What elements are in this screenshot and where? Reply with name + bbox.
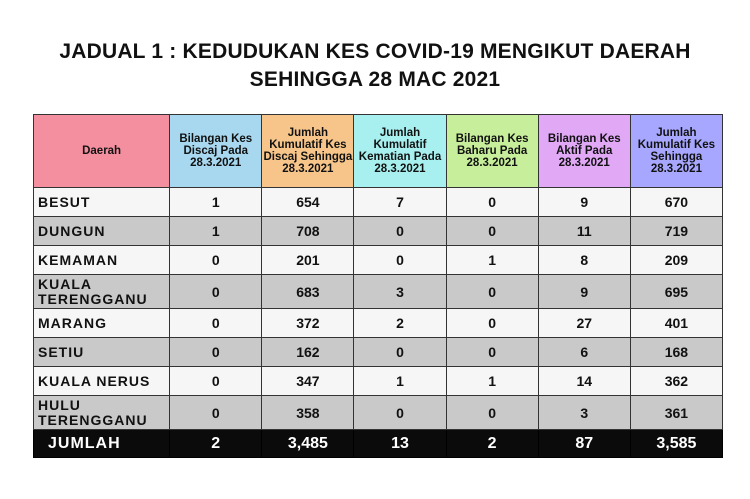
table-cell: 6 (538, 338, 630, 367)
table-row (34, 246, 723, 275)
table-cell: 0 (446, 338, 538, 367)
district-name: KEMAMAN (34, 246, 170, 275)
total-cell: 13 (354, 430, 446, 458)
header-discaj-pada: Bilangan Kes Discaj Pada 28.3.2021 (170, 115, 262, 188)
table-row (34, 309, 723, 338)
table-cell: 654 (262, 188, 354, 217)
table-cell: 1 (170, 217, 262, 246)
table-cell: 361 (630, 396, 722, 430)
district-name: MARANG (34, 309, 170, 338)
total-cell: 2 (170, 430, 262, 458)
table-cell: 201 (262, 246, 354, 275)
table-cell: 695 (630, 275, 722, 309)
table-cell: 0 (354, 338, 446, 367)
table-cell: 8 (538, 246, 630, 275)
total-row (34, 430, 723, 458)
header-kumulatif-kematian: Jumlah Kumulatif Kematian Pada 28.3.2021 (354, 115, 446, 188)
table-cell: 362 (630, 367, 722, 396)
district-name: KUALA NERUS (34, 367, 170, 396)
table-cell: 27 (538, 309, 630, 338)
table-cell: 1 (446, 367, 538, 396)
district-name: HULU TERENGGANU (34, 396, 170, 430)
table-cell: 1 (170, 188, 262, 217)
table-cell: 670 (630, 188, 722, 217)
table-cell: 0 (170, 367, 262, 396)
table-cell: 0 (446, 309, 538, 338)
table-cell: 1 (354, 367, 446, 396)
table-cell: 0 (170, 275, 262, 309)
header-kumulatif-kes: Jumlah Kumulatif Kes Sehingga 28.3.2021 (630, 115, 722, 188)
table-row (34, 188, 723, 217)
table-row (34, 275, 723, 309)
header-daerah: Daerah (34, 115, 170, 188)
table-cell: 347 (262, 367, 354, 396)
table-cell: 209 (630, 246, 722, 275)
table-cell: 168 (630, 338, 722, 367)
header-row (34, 115, 723, 188)
table-cell: 2 (354, 309, 446, 338)
table-cell: 683 (262, 275, 354, 309)
table-cell: 0 (354, 217, 446, 246)
total-label: JUMLAH (34, 430, 170, 458)
table-cell: 0 (354, 396, 446, 430)
table-row (34, 338, 723, 367)
table-cell: 14 (538, 367, 630, 396)
table-title: JADUAL 1 : KEDUDUKAN KES COVID-19 MENGIKUT DAERAH (59, 40, 691, 63)
table-row (34, 367, 723, 396)
table-cell: 0 (446, 188, 538, 217)
table-cell: 1 (446, 246, 538, 275)
table-cell: 0 (170, 338, 262, 367)
table-cell: 9 (538, 188, 630, 217)
covid-district-table (33, 114, 723, 458)
district-name: BESUT (34, 188, 170, 217)
table-cell: 7 (354, 188, 446, 217)
total-cell: 87 (538, 430, 630, 458)
table-cell: 3 (354, 275, 446, 309)
table-cell: 358 (262, 396, 354, 430)
table-row (34, 217, 723, 246)
table-cell: 0 (170, 396, 262, 430)
table-subtitle: SEHINGGA 28 MAC 2021 (249, 68, 501, 91)
table-cell: 372 (262, 309, 354, 338)
table-cell: 3 (538, 396, 630, 430)
table-cell: 401 (630, 309, 722, 338)
table-cell: 9 (538, 275, 630, 309)
header-kumulatif-discaj: Jumlah Kumulatif Kes Discaj Sehingga 28.3.2021 (262, 115, 354, 188)
district-name: KUALA TERENGGANU (34, 275, 170, 309)
table-cell: 0 (446, 217, 538, 246)
total-cell: 3,585 (630, 430, 722, 458)
table-cell: 11 (538, 217, 630, 246)
table-cell: 719 (630, 217, 722, 246)
header-kes-baharu: Bilangan Kes Baharu Pada 28.3.2021 (446, 115, 538, 188)
district-name: DUNGUN (34, 217, 170, 246)
header-kes-aktif: Bilangan Kes Aktif Pada 28.3.2021 (538, 115, 630, 188)
total-cell: 3,485 (262, 430, 354, 458)
table-cell: 162 (262, 338, 354, 367)
table-cell: 0 (170, 246, 262, 275)
table-cell: 0 (446, 396, 538, 430)
table-cell: 0 (446, 275, 538, 309)
table-cell: 708 (262, 217, 354, 246)
table-row (34, 396, 723, 430)
table-cell: 0 (354, 246, 446, 275)
district-name: SETIU (34, 338, 170, 367)
total-cell: 2 (446, 430, 538, 458)
table-cell: 0 (170, 309, 262, 338)
